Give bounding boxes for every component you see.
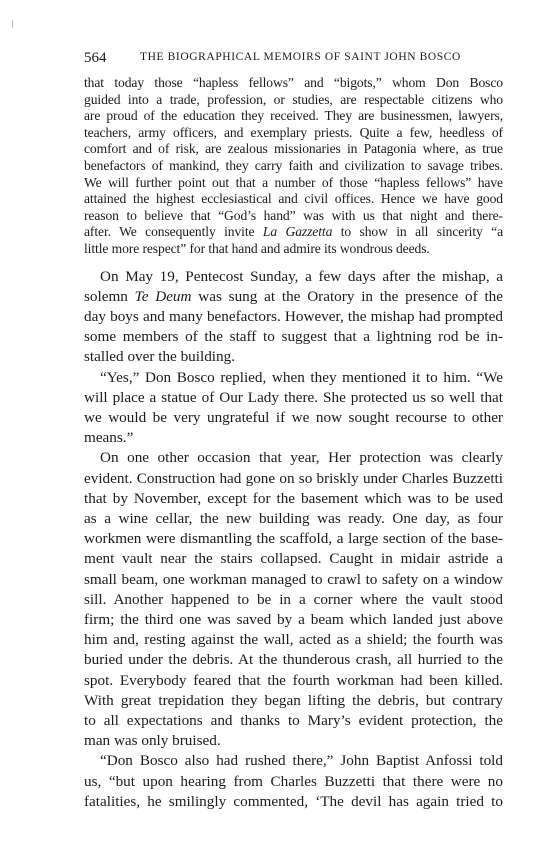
text-line bbox=[84, 549, 503, 569]
text-line bbox=[84, 731, 503, 751]
paragraph bbox=[84, 75, 503, 258]
text-run: solemn bbox=[84, 287, 135, 305]
text-run: that today those “hapless fellows” and “bigots,” whom Don Bosco bbox=[84, 75, 503, 90]
text-line bbox=[84, 691, 503, 711]
text-line bbox=[84, 75, 503, 92]
text-run: On May 19, Pentecost Sunday, a few days after the mishap, a bbox=[100, 267, 503, 285]
page-header bbox=[84, 50, 504, 68]
text-run: will place a statue of Our Lady there. She protected us so well that bbox=[84, 388, 503, 406]
text-line bbox=[84, 191, 503, 208]
text-line bbox=[84, 224, 503, 241]
text-line bbox=[84, 489, 503, 509]
text-line bbox=[84, 610, 503, 630]
text-run: “Don Bosco also had rushed there,” John Baptist Anfossi told bbox=[100, 752, 503, 770]
text-line bbox=[84, 772, 503, 792]
text-line bbox=[84, 241, 503, 258]
italic-title: Te Deum bbox=[134, 287, 192, 305]
text-run: little more respect” for that hand and admire its wondrous deeds. bbox=[84, 240, 430, 256]
paragraph bbox=[84, 267, 503, 368]
text-run: are proud of the education they received. They are businessmen, lawyers, bbox=[84, 108, 503, 124]
text-line bbox=[84, 125, 503, 142]
text-line bbox=[84, 448, 503, 468]
text-run: after. We consequently invite bbox=[84, 224, 263, 240]
text-run: we would be very ungrateful if we now sought recourse to other bbox=[84, 408, 503, 426]
text-line bbox=[84, 347, 503, 367]
text-line bbox=[84, 287, 503, 307]
text-run: was sung at the Oratory in the presence of the bbox=[191, 287, 503, 305]
text-line bbox=[84, 529, 503, 549]
text-run: fatalities, he smilingly commented, ‘The devil has again tried to bbox=[84, 792, 503, 810]
text-run: workmen were dismantling the scaffold, a large section of the base- bbox=[84, 530, 503, 548]
text-run: On one other occasion that year, Her protection was clearly bbox=[100, 449, 503, 467]
paragraph bbox=[84, 448, 503, 751]
text-run: sill. Another happened to be in a corner where the vault stood bbox=[84, 590, 503, 608]
text-run: as a wine cellar, the new building was ready. One day, as four bbox=[84, 509, 503, 527]
paragraph bbox=[84, 368, 503, 449]
text-run: stalled over the building. bbox=[84, 348, 235, 366]
text-line bbox=[84, 711, 503, 731]
text-line bbox=[84, 630, 503, 650]
text-run: We will further point out that a number of those “hapless fellows” have bbox=[84, 174, 503, 190]
text-line bbox=[84, 792, 503, 812]
text-run: reason to believe that “God’s hand” was with us that night and there- bbox=[84, 207, 503, 223]
text-run: us, “but upon hearing from Charles Buzzetti that there were no bbox=[84, 772, 503, 790]
text-run: teachers, army officers, and exemplary priests. Quite a few, heedless of bbox=[84, 124, 503, 140]
text-line bbox=[84, 175, 503, 192]
text-line bbox=[84, 307, 503, 327]
text-run: benefactors of mankind, they carry faith and civilization to savage tribes. bbox=[84, 157, 503, 173]
text-run: evident. Construction had gone on so briskly under Charles Buzzetti bbox=[84, 469, 503, 487]
text-run: guided into a trade, profession, or studies, are respectable citizens who bbox=[84, 91, 503, 107]
text-run: small beam, one workman managed to crawl to safety on a window bbox=[84, 570, 503, 588]
text-run: him and, resting against the wall, acted as a shield; the fourth was bbox=[84, 631, 503, 649]
text-line bbox=[84, 108, 503, 125]
text-line bbox=[84, 267, 503, 287]
text-run: ment vault near the stairs collapsed. Caught in midair astride a bbox=[84, 550, 503, 568]
text-line bbox=[84, 208, 503, 225]
text-line bbox=[84, 368, 503, 388]
text-line bbox=[84, 408, 503, 428]
text-line bbox=[84, 92, 503, 109]
text-line bbox=[84, 428, 503, 448]
text-line bbox=[84, 327, 503, 347]
text-line bbox=[84, 650, 503, 670]
text-line bbox=[84, 570, 503, 590]
text-run: to all expectations and thanks to Mary’s evident protection, the bbox=[84, 712, 503, 729]
body-text bbox=[84, 75, 503, 812]
text-run: to show in all sincerity “a bbox=[332, 224, 504, 240]
paragraph bbox=[84, 751, 503, 812]
running-head: THE BIOGRAPHICAL MEMOIRS OF SAINT JOHN BOSCO bbox=[140, 51, 461, 63]
page-number: 564 bbox=[84, 50, 107, 66]
text-run: comfort and of risk, are zealous missionaries in Patagonia where, as true bbox=[84, 141, 503, 157]
text-run: “Yes,” Don Bosco replied, when they mentioned it to him. “We bbox=[100, 368, 503, 386]
text-run: firm; the third one was saved by a beam which landed just above bbox=[84, 610, 503, 628]
margin-mark bbox=[12, 20, 13, 28]
text-line bbox=[84, 751, 503, 771]
text-line bbox=[84, 141, 503, 158]
text-line bbox=[84, 590, 503, 610]
text-run: means.” bbox=[84, 429, 134, 447]
text-line bbox=[84, 671, 503, 691]
text-run: some members of the staff to suggest that a lightning rod be in- bbox=[84, 328, 503, 346]
text-line bbox=[84, 469, 503, 489]
text-run: buried under the debris. At the thunderous crash, all hurried to the bbox=[84, 651, 503, 669]
text-run: attained the highest ecclesiastical and civil offices. Hence we have good bbox=[84, 191, 503, 207]
text-line bbox=[84, 509, 503, 529]
text-line bbox=[84, 388, 503, 408]
italic-title: La Gazzetta bbox=[262, 224, 333, 240]
text-run: that by November, except for the basement which was to be used bbox=[84, 489, 503, 507]
section-gap bbox=[84, 258, 503, 267]
text-run: man was only bruised. bbox=[84, 732, 221, 750]
text-run: With great trepidation they began lifting the debris, but contrary bbox=[84, 691, 503, 709]
text-run: spot. Everybody feared that the fourth workman had been killed. bbox=[84, 671, 503, 689]
text-line bbox=[84, 158, 503, 175]
text-run: day boys and many benefactors. However, the mishap had prompted bbox=[84, 307, 503, 325]
